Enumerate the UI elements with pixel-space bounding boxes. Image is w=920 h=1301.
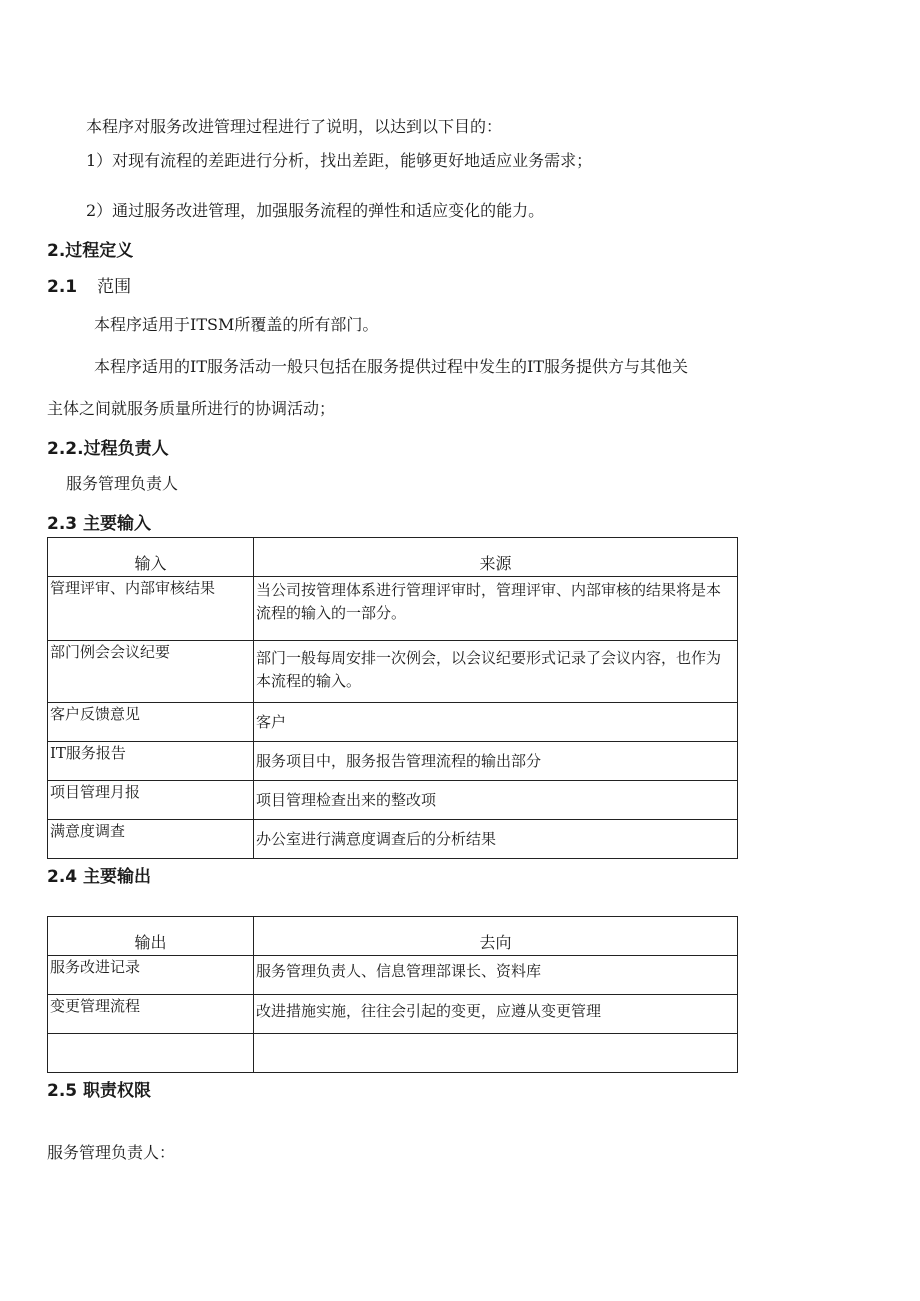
intro-paragraph: 本程序对服务改进管理过程进行了说明，以达到以下目的： bbox=[86, 117, 503, 136]
section-2-heading: 2.过程定义 bbox=[47, 241, 134, 261]
input-cell: 项目管理月报 bbox=[48, 781, 254, 820]
section-2-1-title: 范围 bbox=[97, 277, 132, 297]
output-cell: 服务改进记录 bbox=[48, 956, 254, 995]
destination-cell: 服务管理负责人、信息管理部课长、资料库 bbox=[254, 956, 738, 995]
inputs-table bbox=[47, 537, 738, 859]
destination-cell bbox=[254, 1034, 738, 1073]
column-header-destination: 去向 bbox=[254, 917, 738, 956]
section-2-3-heading: 2.3 主要输入 bbox=[47, 514, 152, 534]
output-cell bbox=[48, 1034, 254, 1073]
table-row bbox=[48, 577, 738, 641]
outputs-table bbox=[47, 916, 738, 1073]
scope-paragraph-1: 本程序适用于ITSM所覆盖的所有部门。 bbox=[94, 315, 379, 334]
goal-item-2: 2）通过服务改进管理，加强服务流程的弹性和适应变化的能力。 bbox=[86, 201, 545, 220]
goal-item-1: 1）对现有流程的差距进行分析，找出差距，能够更好地适应业务需求； bbox=[86, 151, 593, 170]
scope-paragraph-2-line-2: 主体之间就服务质量所进行的协调活动； bbox=[47, 399, 336, 418]
section-2-5-heading: 2.5 职责权限 bbox=[47, 1081, 152, 1101]
column-header-output: 输出 bbox=[48, 917, 254, 956]
duty-lead: 服务管理负责人： bbox=[47, 1143, 176, 1162]
source-cell: 服务项目中，服务报告管理流程的输出部分 bbox=[254, 742, 738, 781]
input-cell: IT服务报告 bbox=[48, 742, 254, 781]
section-2-2-heading: 2.2.过程负责人 bbox=[47, 439, 169, 459]
input-cell: 客户反馈意见 bbox=[48, 703, 254, 742]
source-cell: 当公司按管理体系进行管理评审时，管理评审、内部审核的结果将是本流程的输入的一部分。 bbox=[254, 577, 738, 641]
table-row bbox=[48, 742, 738, 781]
table-header-row bbox=[48, 538, 738, 577]
table-row bbox=[48, 995, 738, 1034]
input-cell: 满意度调查 bbox=[48, 820, 254, 859]
table-row bbox=[48, 641, 738, 703]
section-2-4-heading: 2.4 主要输出 bbox=[47, 867, 152, 887]
input-cell: 部门例会会议纪要 bbox=[48, 641, 254, 703]
table-row bbox=[48, 956, 738, 995]
table-row bbox=[48, 820, 738, 859]
source-cell: 部门一般每周安排一次例会，以会议纪要形式记录了会议内容，也作为本流程的输入。 bbox=[254, 641, 738, 703]
output-cell: 变更管理流程 bbox=[48, 995, 254, 1034]
table-row bbox=[48, 1034, 738, 1073]
section-2-1-number: 2.1 bbox=[47, 277, 78, 297]
source-cell: 项目管理检查出来的整改项 bbox=[254, 781, 738, 820]
column-header-input: 输入 bbox=[48, 538, 254, 577]
source-cell: 办公室进行满意度调查后的分析结果 bbox=[254, 820, 738, 859]
table-row bbox=[48, 781, 738, 820]
input-cell: 管理评审、内部审核结果 bbox=[48, 577, 254, 641]
source-cell: 客户 bbox=[254, 703, 738, 742]
scope-paragraph-2-line-1: 本程序适用的IT服务活动一般只包括在服务提供过程中发生的IT服务提供方与其他关 bbox=[94, 357, 688, 376]
destination-cell: 改进措施实施，往往会引起的变更，应遵从变更管理 bbox=[254, 995, 738, 1034]
process-owner: 服务管理负责人 bbox=[66, 474, 179, 493]
table-header-row bbox=[48, 917, 738, 956]
section-2-1-heading bbox=[47, 276, 131, 298]
table-row bbox=[48, 703, 738, 742]
column-header-source: 来源 bbox=[254, 538, 738, 577]
